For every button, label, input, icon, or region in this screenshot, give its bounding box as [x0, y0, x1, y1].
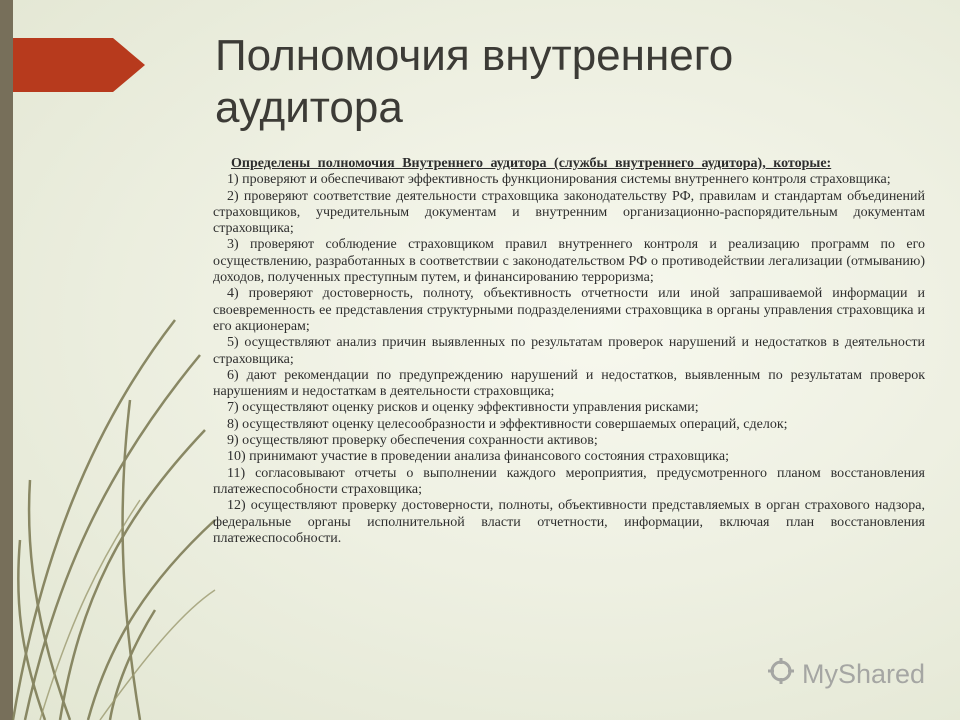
- watermark-text: MyShared: [802, 659, 926, 689]
- list-item: 9) осуществляют проверку обеспечения сохранности активов;: [227, 433, 598, 449]
- intro-text: Определены полномочия Внутреннего аудитора (службы внутреннего аудитора), которые:: [231, 156, 832, 171]
- myshared-watermark: [766, 656, 925, 693]
- list-item: 12) осуществляют проверку достоверности, полноты, объективности представляемых в орган страхового надзора, федеральные органы исполнительной власти отчетности, информации, включая план восстановления платежеспособности.: [213, 498, 925, 546]
- list-item: 5) осуществляют анализ причин выявленных по результатам проверок нарушений и недостатков в деятельности страховщика;: [213, 335, 925, 367]
- list-item: 8) осуществляют оценку целесообразности и эффективности совершаемых операций, сделок;: [227, 416, 788, 432]
- list-item: 11) согласовывают отчеты о выполнении каждого мероприятия, предусмотренного планом восстановления платежеспособности страховщика;: [213, 465, 925, 497]
- list-item: 10) принимают участие в проведении анализа финансового состояния страховщика;: [227, 449, 729, 465]
- list-item: 4) проверяют достоверность, полноту, объективность отчетности или иной запрашиваемой информации и своевременность ее представления структурными подразделениями страховщика в органы управления страховщика и его акционерам;: [213, 286, 925, 334]
- list-item: 2) проверяют соответствие деятельности страховщика законодательству РФ, правилам и стандартам объединений страховщиков, учредительным документам и внутренним организационно-распорядительным документам страховщика;: [213, 188, 925, 237]
- slide-body: [213, 156, 925, 547]
- list-item: 1) проверяют и обеспечивают эффективность функционирования системы внутреннего контроля страховщика;: [227, 172, 891, 188]
- slide-title: Полномочия внутреннего аудитора: [215, 31, 734, 132]
- list-item: 6) дают рекомендации по предупреждению нарушений и недостатков, выявленным по результатам проверок нарушениям и недостаткам в деятельности страховщика;: [213, 367, 925, 400]
- myshared-logo-icon: [766, 656, 796, 693]
- list-item: 3) проверяют соблюдение страховщиком правил внутреннего контроля и реализацию программ по его осуществлению, разработанных в соответствии с законодательством РФ о противодействии легализации (отмыванию) доходов, полученных преступным путем, и финансированию терроризма;: [213, 237, 925, 286]
- list-item: 7) осуществляют оценку рисков и оценку эффективности управления рисками;: [227, 400, 699, 416]
